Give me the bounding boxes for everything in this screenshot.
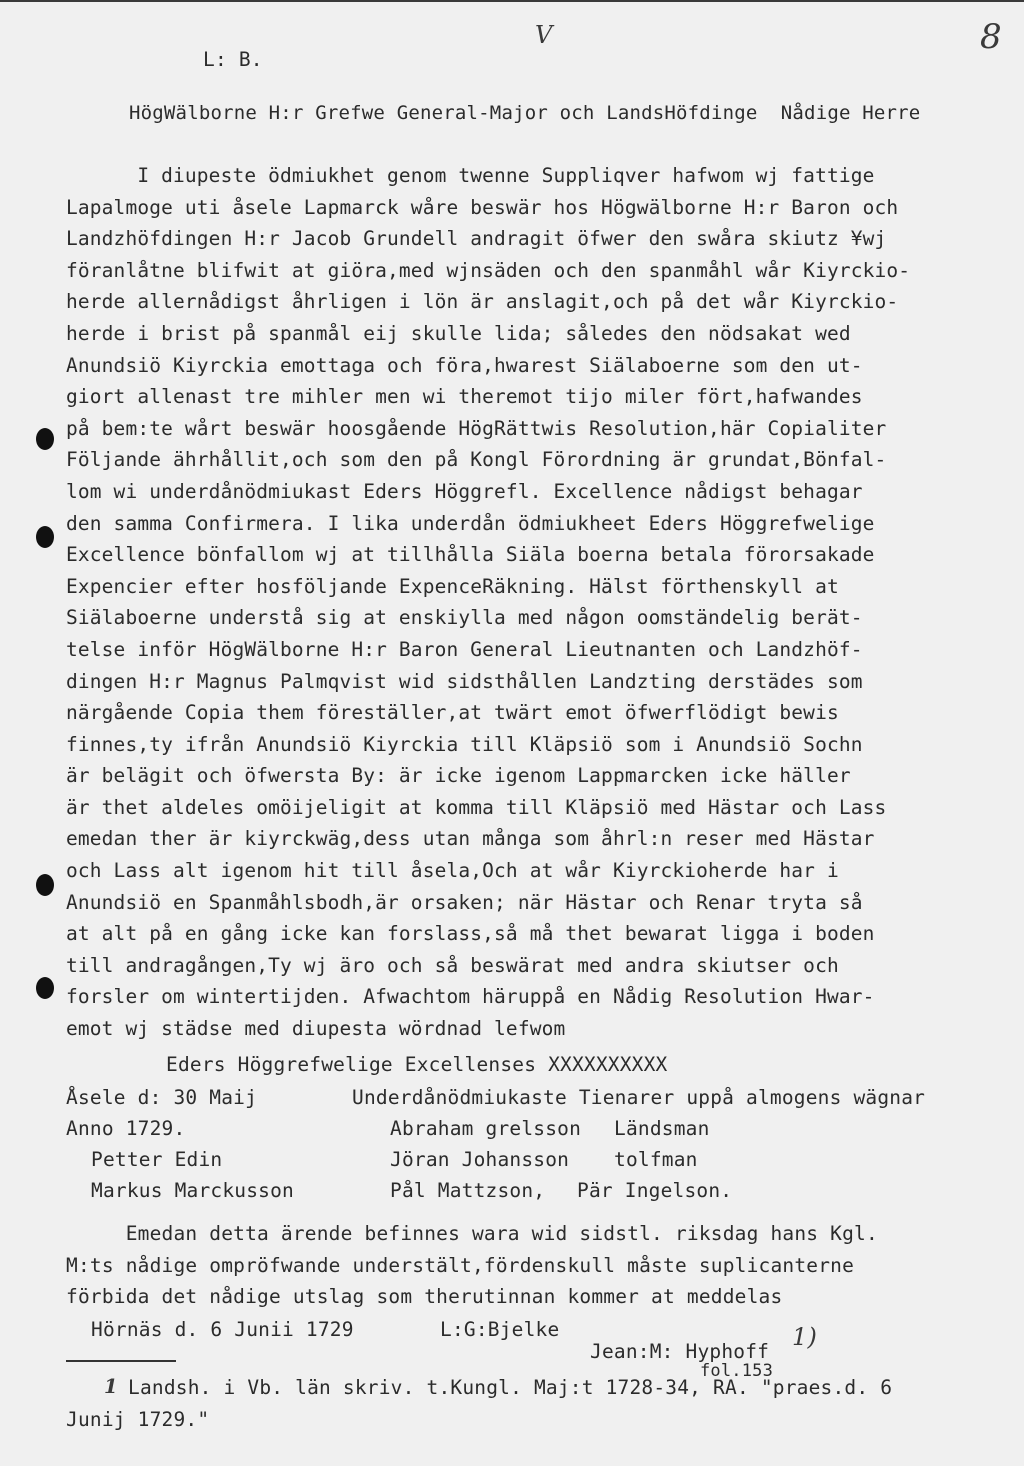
- body-line: Landzhöfdingen H:r Jacob Grundell andragit öfwer den swåra skiutz ¥wj: [66, 227, 887, 251]
- punch-hole: [36, 977, 54, 999]
- body-line: at alt på en gång icke kan forslass,så må thet bewarat ligga i boden: [66, 922, 875, 946]
- resolution-line: förbida det nådige utslag som therutinnan kommer at meddelas: [66, 1285, 783, 1308]
- body-line: herde allernådigst åhrligen i lön är anslagit,och på det wår Kiyrckio-: [66, 290, 899, 314]
- body-line: forsler om wintertijden. Afwachtom häruppå en Nådig Resolution Hwar-: [66, 985, 875, 1009]
- handwritten-mark: 1): [792, 1323, 818, 1351]
- body-line: Anundsiö en Spanmåhlsbodh,är orsaken; när Hästar och Renar tryta så: [66, 890, 863, 914]
- folio-note: fol.153: [700, 1361, 774, 1381]
- salutation: HögWälborne H:r Grefwe General-Major och LandsHöfdinge Nådige Herre: [129, 102, 921, 124]
- signer-title: Ländsman: [614, 1117, 710, 1140]
- signer-left: Markus Marckusson: [91, 1179, 294, 1202]
- punch-hole: [36, 526, 54, 548]
- body-line: I diupeste ödmiukhet genom twenne Suppliqver hafwom wj fattige: [66, 164, 875, 187]
- footnote-line: Junij 1729.": [66, 1408, 210, 1431]
- body-line: närgående Copia them föreställer,at twärt emot öfwerflödigt bewis: [66, 701, 839, 725]
- resolution-signer: L:G:Bjelke: [440, 1318, 560, 1341]
- body-line: emedan ther är kiyrckwäg,dess utan många som åhrl:n reser med Hästar: [66, 827, 875, 851]
- secretary-signature: Jean:M: Hyphoff: [590, 1340, 770, 1363]
- punch-hole: [36, 874, 54, 896]
- body-line: föranlåtne blifwit at giöra,med wjnsäden och den spanmåhl wår Kiyrckio-: [66, 258, 911, 282]
- punch-hole: [36, 428, 54, 450]
- body-line: till andragången,Ty wj äro och så beswärat med andra skiutser och: [66, 953, 839, 977]
- place-date: Åsele d: 30 Maij: [66, 1086, 258, 1109]
- body-line: Excellence bönfallom wj at tillhålla Siäla boerna betala förorsakade: [66, 543, 875, 567]
- body-line: och Lass alt igenom hit till åsela,Och at wår Kiyrckioherde har i: [66, 859, 839, 883]
- body-line: dingen H:r Magnus Palmqvist wid sidsthållen Landzting derstädes som: [66, 669, 863, 693]
- footnote-rule: [66, 1360, 176, 1362]
- page-number: 8: [980, 17, 1002, 57]
- body-line: telse inför HögWälborne H:r Baron General Lieutnanten och Landzhöf-: [66, 637, 863, 661]
- body-line: Anundsiö Kiyrckia emottaga och föra,hwarest Siälaboerne som den ut-: [66, 353, 863, 377]
- body-line: Siälaboerne understå sig at enskiylla med någon oomständelig berät-: [66, 606, 863, 630]
- resolution-line: M:ts nådige ompröfwande understält,fördenskull måste suplicanterne: [66, 1254, 855, 1277]
- body-line: Lapalmoge uti åsele Lapmarck wåre beswär hos Högwälborne H:r Baron och: [66, 195, 899, 219]
- signers-heading: Underdånödmiukaste Tienarer uppå almogens wägnar: [352, 1086, 926, 1109]
- closing-line: Eders Höggrefwelige Excellenses XXXXXXXXXX: [166, 1053, 668, 1076]
- body-line: är belägit och öfwersta By: är icke igenom Lappmarcken icke häller: [66, 764, 851, 788]
- body-line: herde i brist på spanmål eij skulle lida; således den nödsakat wed: [66, 321, 851, 345]
- signer-left: Petter Edin: [91, 1148, 223, 1171]
- body-line: Expencier efter hosföljande ExpenceRäkning. Hälst förthenskyll at: [66, 574, 839, 598]
- signer-title: Pär Ingelson.: [577, 1179, 733, 1202]
- body-line: på bem:te wårt beswär hoosgående HögRättwis Resolution,här Copialiter: [66, 416, 887, 440]
- resolution-line: Emedan detta ärende befinnes wara wid sidstl. riksdag hans Kgl.: [66, 1222, 878, 1245]
- signer-name: Abraham grelsson: [390, 1117, 582, 1140]
- footnote-line: Landsh. i Vb. län skriv. t.Kungl. Maj:t 1728-34, RA. "praes.d. 6: [128, 1376, 893, 1399]
- body-line: är thet aldeles omöijeligit at komma till Kläpsiö med Hästar och Lass: [66, 795, 887, 819]
- signer-title: tolfman: [614, 1148, 698, 1171]
- body-line: lom wi underdånödmiukast Eders Höggrefl. Excellence nådigst behagar: [66, 479, 863, 503]
- check-mark: V: [535, 21, 553, 49]
- footnote-marker: 1: [104, 1375, 118, 1398]
- header-reference: L: B.: [203, 48, 263, 71]
- body-line: finnes,ty ifrån Anundsiö Kiyrckia till Kläpsiö som i Anundsiö Sochn: [66, 732, 863, 756]
- body-line: giort allenast tre mihler men wi theremot tijo miler fört,hafwandes: [66, 385, 863, 409]
- resolution-place: Hörnäs d. 6 Junii 1729: [91, 1318, 354, 1341]
- signer-name: Pål Mattzson,: [390, 1179, 546, 1202]
- letter-body: [66, 160, 910, 1045]
- body-line: emot wj städse med diupesta wördnad lefwom: [66, 1017, 566, 1041]
- body-line: Följande ährhållit,och som den på Kongl Förordning är grundat,Bönfal-: [66, 448, 887, 472]
- body-line: den samma Confirmera. I lika underdån ödmiukheet Eders Höggrefwelige: [66, 511, 875, 535]
- signer-name: Jöran Johansson: [390, 1148, 570, 1171]
- year: Anno 1729.: [66, 1117, 186, 1140]
